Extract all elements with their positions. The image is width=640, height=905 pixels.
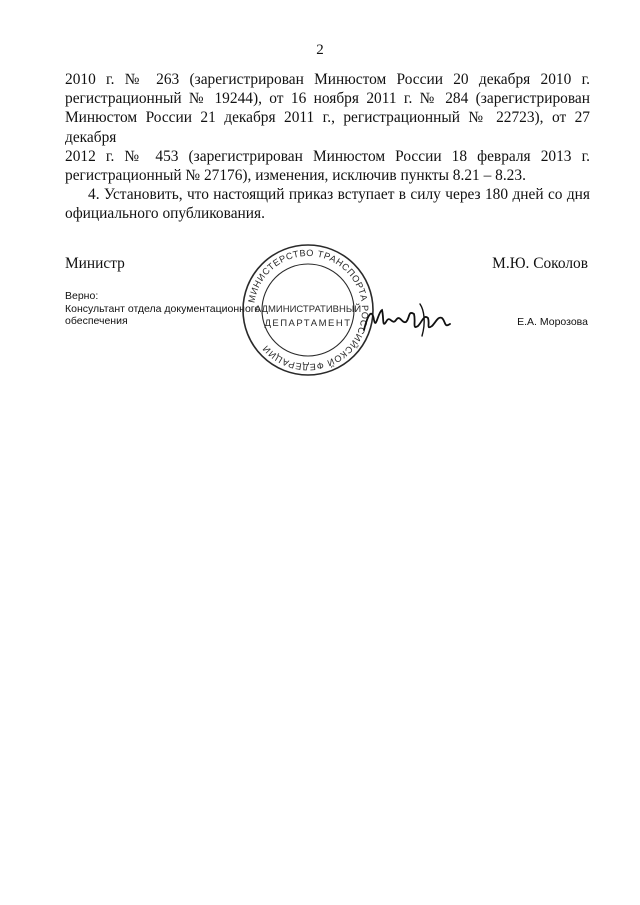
text-line: 2012 г. № 453 (зарегистрирован Минюстом России 18 февраля 2013 г. [65, 147, 590, 165]
official-seal [240, 242, 376, 378]
certifier-position: Консультант отдела документационного [65, 302, 261, 315]
paragraph-continuation [65, 70, 590, 185]
paragraph-4: 4. Установить, что настоящий приказ вступает в силу через 180 дней со дня официального опубликования. [65, 186, 590, 223]
certifier-name: Е.А. Морозова [517, 316, 588, 328]
page-number: 2 [316, 42, 324, 58]
handwritten-signature [362, 300, 462, 340]
certification-block [65, 290, 260, 328]
seal-line1: АДМИНИСТРАТИВНЫЙ [254, 304, 362, 315]
certifier-position: обеспечения [65, 315, 128, 328]
seal-outer-text: МИНИСТЕРСТВО ТРАНСПОРТА РОССИЙСКОЙ ФЕДЕРАЦИИ [246, 247, 371, 373]
text-line: регистрационный № 19244), от 16 ноября 2011 г. № 284 (зарегистрирован [65, 90, 590, 108]
signatory-name: М.Ю. Соколов [492, 255, 588, 272]
document-body [65, 70, 590, 224]
text-line: регистрационный № 27176), изменения, исключив пункты 8.21 – 8.23. [65, 167, 526, 185]
text-line: Минюстом России 21 декабря 2011 г., регистрационный № 22723), от 27 декабря [65, 109, 590, 146]
text-line: 2010 г. № 263 (зарегистрирован Минюстом России 20 декабря 2010 г. [65, 71, 590, 88]
seal-line2: ДЕПАРТАМЕНТ [264, 318, 352, 329]
signatory-title: Министр [65, 255, 125, 272]
verified-label: Верно: [65, 290, 99, 302]
